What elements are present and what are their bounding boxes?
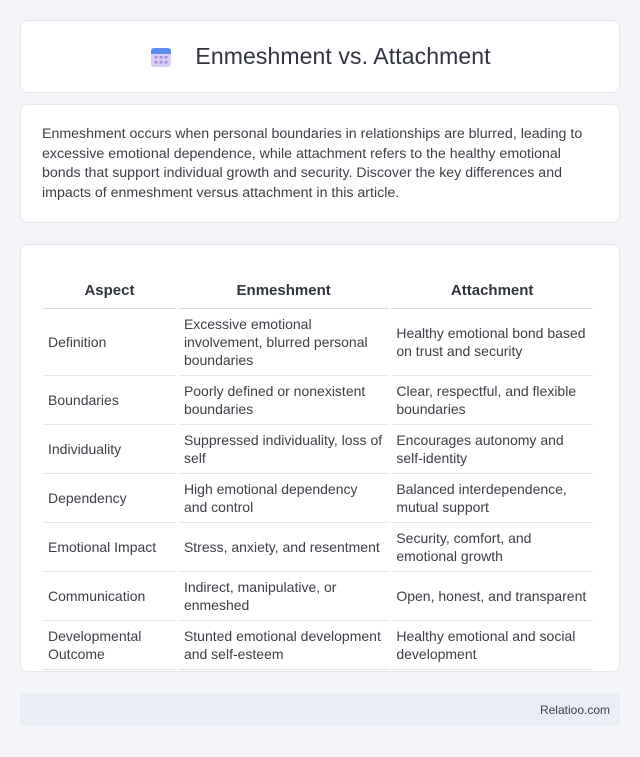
- cell-enmeshment: Stress, anxiety, and resentment: [179, 523, 388, 572]
- table-row: [43, 523, 593, 572]
- intro-text: Enmeshment occurs when personal boundaries in relationships are blurred, leading to excessive emotional dependence, while attachment refers to the healthy emotional bonds that support individual growth and security. Discover the key differences and impacts of enmeshment versus attachment in this article.: [42, 126, 583, 201]
- header-attachment: Attachment: [391, 265, 593, 309]
- cell-attachment: Healthy emotional bond based on trust and security: [391, 309, 593, 376]
- cell-attachment: Encourages autonomy and self-identity: [391, 425, 593, 474]
- cell-attachment: Open, honest, and transparent: [391, 572, 593, 621]
- cell-enmeshment: Suppressed individuality, loss of self: [179, 425, 388, 474]
- cell-aspect: Definition: [43, 309, 176, 376]
- table-card: [20, 244, 620, 672]
- footer: [20, 693, 620, 726]
- cell-attachment: Healthy emotional and social development: [391, 621, 593, 670]
- cell-enmeshment: High emotional dependency and control: [179, 474, 388, 523]
- table-row: [43, 376, 593, 425]
- comparison-table: [40, 265, 596, 670]
- table-row: [43, 572, 593, 621]
- table-row: [43, 474, 593, 523]
- cell-attachment: Clear, respectful, and flexible boundaries: [391, 376, 593, 425]
- header-aspect: Aspect: [43, 265, 176, 309]
- page-title: Enmeshment vs. Attachment: [195, 43, 491, 69]
- cell-attachment: Balanced interdependence, mutual support: [391, 474, 593, 523]
- table-row: [43, 309, 593, 376]
- cell-enmeshment: Excessive emotional involvement, blurred personal boundaries: [179, 309, 388, 376]
- cell-aspect: Dependency: [43, 474, 176, 523]
- table-header-row: [43, 265, 593, 309]
- cell-aspect: Communication: [43, 572, 176, 621]
- cell-aspect: Boundaries: [43, 376, 176, 425]
- footer-site-name: Relatioo.com: [539, 702, 610, 717]
- cell-aspect: Individuality: [43, 425, 176, 474]
- header-enmeshment: Enmeshment: [179, 265, 388, 309]
- cell-aspect: Emotional Impact: [43, 523, 176, 572]
- title-card: [20, 20, 620, 93]
- title-wrap: [149, 43, 490, 70]
- table-row: [43, 621, 593, 670]
- cell-aspect: Developmental Outcome: [43, 621, 176, 670]
- table-row: [43, 425, 593, 474]
- intro-card: [20, 104, 620, 223]
- cell-enmeshment: Indirect, manipulative, or enmeshed: [179, 572, 388, 621]
- cell-enmeshment: Poorly defined or nonexistent boundaries: [179, 376, 388, 425]
- cell-enmeshment: Stunted emotional development and self-esteem: [179, 621, 388, 670]
- calendar-icon: [149, 45, 173, 69]
- cell-attachment: Security, comfort, and emotional growth: [391, 523, 593, 572]
